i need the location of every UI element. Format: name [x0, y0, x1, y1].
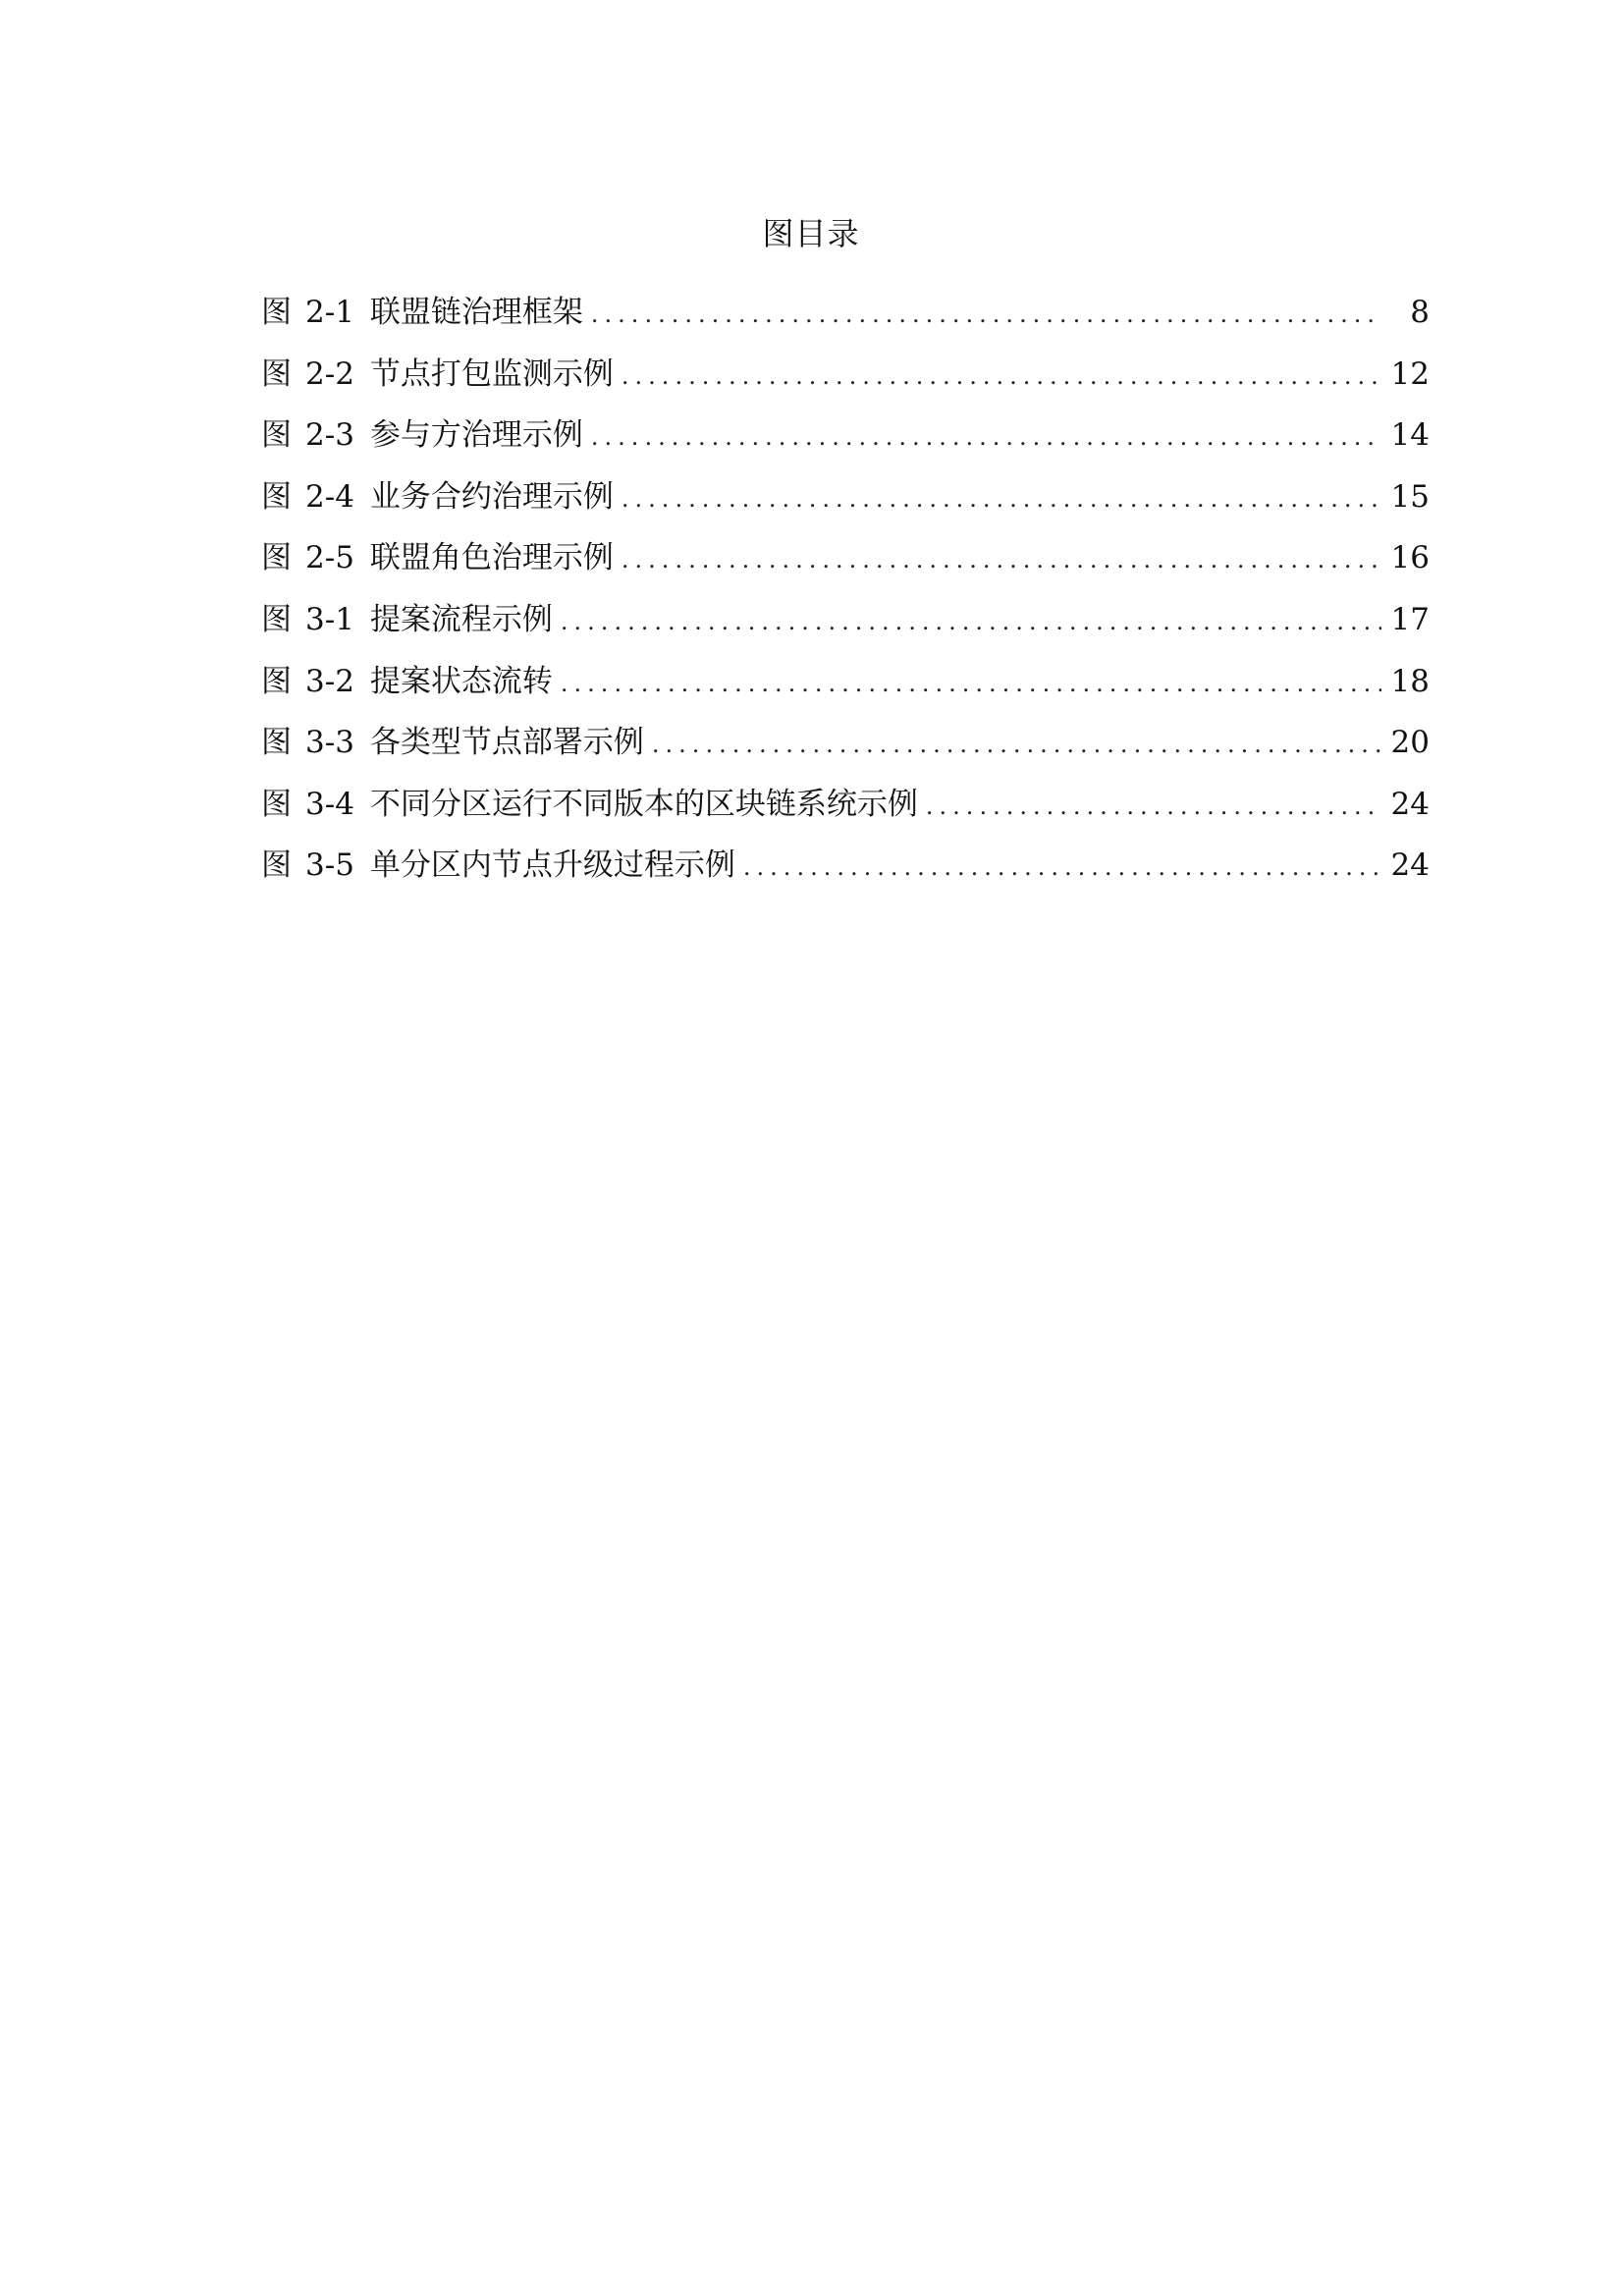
- figure-number: 3-4: [305, 786, 354, 822]
- toc-entry[interactable]: [261, 534, 1430, 596]
- toc-entry[interactable]: [261, 658, 1430, 720]
- figure-caption: 参与方治理示例: [369, 417, 583, 454]
- toc-entry[interactable]: [261, 781, 1430, 843]
- dot-leader: [591, 291, 1382, 338]
- dot-leader: [926, 783, 1381, 830]
- figure-caption: 联盟链治理框架: [369, 295, 583, 330]
- figure-number: 3-1: [305, 601, 354, 637]
- figure-number: 3-5: [305, 847, 354, 884]
- figure-prefix: 图: [261, 478, 292, 515]
- page-number: 16: [1390, 540, 1430, 576]
- dot-leader: [561, 660, 1381, 707]
- figure-prefix: 图: [261, 663, 292, 699]
- figure-number: 2-3: [305, 417, 354, 454]
- toc-entry[interactable]: [261, 596, 1430, 658]
- page-number: 24: [1390, 786, 1430, 822]
- entry-label: [261, 842, 735, 889]
- page-number: 15: [1390, 478, 1430, 515]
- figure-caption: 联盟角色治理示例: [369, 540, 614, 576]
- toc-entry[interactable]: [261, 842, 1430, 903]
- figure-caption: 各类型节点部署示例: [369, 725, 644, 761]
- entry-label: [261, 289, 583, 336]
- figure-prefix: 图: [261, 786, 292, 822]
- page-number: 24: [1390, 847, 1430, 884]
- entry-label: [261, 411, 583, 459]
- entry-label: [261, 658, 553, 705]
- page-number: 14: [1390, 417, 1430, 454]
- toc-entry[interactable]: [261, 473, 1430, 535]
- dot-leader: [743, 844, 1381, 891]
- toc-entry[interactable]: [261, 411, 1430, 473]
- figure-prefix: 图: [261, 725, 292, 761]
- figure-caption: 业务合约治理示例: [369, 478, 614, 515]
- page-number: 8: [1410, 295, 1430, 330]
- figure-prefix: 图: [261, 355, 292, 392]
- page-number: 18: [1390, 663, 1430, 699]
- entry-label: [261, 351, 614, 398]
- entry-label: [261, 596, 553, 643]
- figure-number: 3-2: [305, 663, 354, 699]
- figure-caption: 提案状态流转: [369, 663, 553, 699]
- toc-entry[interactable]: [261, 719, 1430, 781]
- dot-leader: [622, 475, 1381, 522]
- dot-leader: [591, 413, 1381, 461]
- figure-prefix: 图: [261, 417, 292, 454]
- figure-caption: 不同分区运行不同版本的区块链系统示例: [369, 786, 918, 822]
- figure-list: [261, 289, 1430, 903]
- figure-number: 3-3: [305, 725, 354, 761]
- figure-prefix: 图: [261, 540, 292, 576]
- dot-leader: [561, 598, 1381, 645]
- toc-entry[interactable]: [261, 289, 1430, 351]
- entry-label: [261, 534, 614, 581]
- page-number: 17: [1390, 601, 1430, 637]
- entry-label: [261, 473, 614, 520]
- entry-label: [261, 719, 644, 766]
- page-number: 12: [1390, 355, 1430, 392]
- figure-caption: 提案流程示例: [369, 601, 553, 637]
- entry-label: [261, 781, 918, 828]
- figure-prefix: 图: [261, 295, 292, 330]
- dot-leader: [622, 353, 1381, 400]
- figure-prefix: 图: [261, 601, 292, 637]
- toc-entry[interactable]: [261, 351, 1430, 412]
- figure-number: 2-5: [305, 540, 354, 576]
- dot-leader: [652, 721, 1381, 768]
- dot-leader: [622, 536, 1381, 583]
- page-number: 20: [1390, 725, 1430, 761]
- figure-caption: 单分区内节点升级过程示例: [369, 847, 735, 884]
- figure-number: 2-4: [305, 478, 354, 515]
- figure-prefix: 图: [261, 847, 292, 884]
- page-title: 图目录: [762, 215, 860, 252]
- figure-number: 2-2: [305, 355, 354, 392]
- figure-number: 2-1: [305, 295, 354, 330]
- figure-caption: 节点打包监测示例: [369, 355, 614, 392]
